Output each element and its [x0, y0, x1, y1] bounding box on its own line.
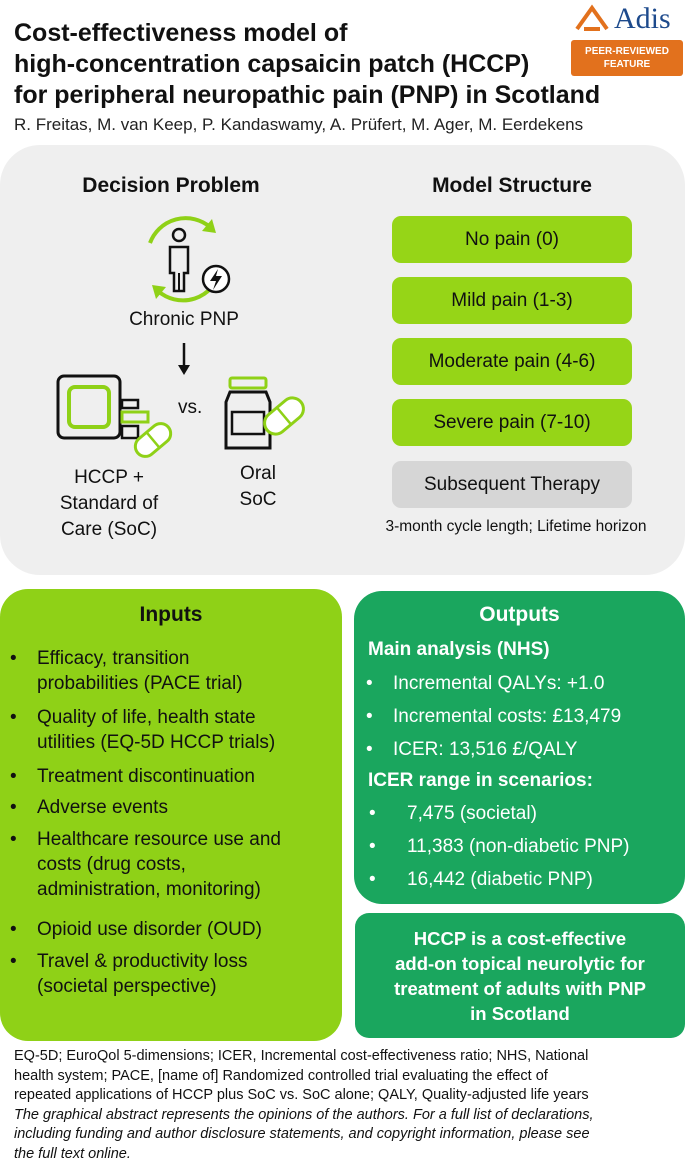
bullet-icon: • — [369, 869, 376, 890]
icer-range-item-text: 16,442 (diabetic PNP) — [407, 869, 593, 890]
input-item — [10, 764, 337, 789]
input-item-line: Healthcare resource use and — [37, 829, 281, 850]
option-hccp-label — [44, 465, 174, 543]
input-item-line: probabilities (PACE trial) — [37, 673, 243, 694]
option-hccp-line: Care (SoC) — [60, 519, 158, 540]
inputs-heading: Inputs — [139, 603, 203, 626]
icer-range-heading: ICER range in scenarios: — [368, 770, 593, 791]
adis-logo-icon — [574, 4, 610, 32]
page-title — [14, 18, 604, 111]
input-item — [10, 827, 337, 902]
option-oral-line: Oral — [240, 463, 276, 484]
bullet-icon: • — [10, 648, 17, 669]
decision-problem-heading: Decision Problem — [82, 174, 260, 197]
state-subsequent-therapy: Subsequent Therapy — [392, 461, 632, 508]
main-analysis-item — [366, 704, 622, 729]
option-hccp-line: HCCP + — [74, 467, 144, 488]
state-severe-pain: Severe pain (7-10) — [392, 399, 632, 446]
icer-range-item-text: 7,475 (societal) — [407, 803, 537, 824]
main-analysis-item — [366, 671, 605, 696]
model-note: 3-month cycle length; Lifetime horizon — [385, 518, 647, 535]
conclusion-line: in Scotland — [470, 1002, 570, 1024]
main-analysis-item-text: Incremental costs: £13,479 — [393, 706, 622, 727]
title-line-2: high-concentration capsaicin patch (HCCP) — [14, 50, 530, 78]
option-oral-line: SoC — [239, 489, 277, 510]
bullet-icon: • — [10, 951, 17, 972]
icer-range-item — [369, 867, 593, 892]
input-item-line: utilities (EQ-5D HCCP trials) — [37, 732, 276, 753]
abbreviations-line: repeated applications of HCCP plus SoC vs. SoC alone; QALY, Quality-adjusted life years — [14, 1087, 589, 1103]
patch-pill-icon — [56, 372, 176, 460]
patient-cycle-icon — [130, 213, 240, 303]
footer — [14, 1047, 682, 1164]
input-item-line: Adverse events — [37, 797, 168, 818]
input-item — [10, 795, 337, 820]
vs-label: vs. — [178, 397, 203, 418]
bullet-icon: • — [10, 919, 17, 940]
publisher-name: Adis — [614, 2, 671, 35]
bullet-icon: • — [10, 797, 17, 818]
input-item-line: Travel & productivity loss — [37, 951, 248, 972]
condition-label: Chronic PNP — [129, 309, 239, 330]
bullet-icon: • — [366, 706, 373, 727]
conclusion-box — [355, 913, 685, 1038]
main-analysis-item-text: Incremental QALYs: +1.0 — [393, 673, 605, 694]
input-item — [10, 646, 337, 696]
bullet-icon: • — [10, 707, 17, 728]
badge-line-2: FEATURE — [603, 59, 651, 70]
input-item-line: costs (drug costs, — [37, 854, 186, 875]
bullet-icon: • — [10, 766, 17, 787]
title-line-1: Cost-effectiveness model of — [14, 19, 348, 47]
input-item-line: Efficacy, transition — [37, 648, 190, 669]
state-no-pain: No pain (0) — [392, 216, 632, 263]
pill-bottle-icon — [222, 372, 312, 456]
authors: R. Freitas, M. van Keep, P. Kandaswamy, A. Prüfert, M. Ager, M. Eerdekens — [14, 115, 584, 134]
bullet-icon: • — [369, 803, 376, 824]
input-item-line: Quality of life, health state — [37, 707, 256, 728]
input-item — [10, 917, 337, 942]
state-moderate-pain: Moderate pain (4-6) — [392, 338, 632, 385]
icer-range-item — [369, 801, 537, 826]
title-line-3: for peripheral neuropathic pain (PNP) in Scotland — [14, 81, 601, 109]
input-item-line: Opioid use disorder (OUD) — [37, 919, 262, 940]
model-structure-heading: Model Structure — [432, 174, 592, 197]
disclaimer-line: including funding and author disclosure statements, and copyright information, please see — [14, 1126, 590, 1142]
disclaimer-line: The graphical abstract represents the opinions of the authors. For a full list of declarations, — [14, 1106, 594, 1123]
peer-reviewed-badge — [571, 40, 683, 76]
input-item-line: (societal perspective) — [37, 976, 217, 997]
conclusion-text — [394, 926, 646, 1026]
option-hccp-line: Standard of — [59, 493, 159, 514]
disclaimer-line: the full text online. — [14, 1145, 131, 1162]
option-oral-soc-label — [222, 461, 294, 513]
main-analysis-heading: Main analysis (NHS) — [368, 639, 550, 660]
conclusion-line: HCCP is a cost-effective — [413, 927, 627, 949]
conclusion-line: add-on topical neurolytic for — [395, 952, 645, 974]
bullet-icon: • — [366, 673, 373, 694]
bullet-icon: • — [369, 836, 376, 857]
bullet-icon: • — [366, 739, 373, 760]
main-analysis-item-text: ICER: 13,516 £/QALY — [393, 739, 578, 760]
input-item-line: Treatment discontinuation — [37, 766, 255, 787]
outputs-heading: Outputs — [479, 603, 560, 626]
bullet-icon: • — [10, 829, 17, 850]
conclusion-line: treatment of adults with PNP — [394, 977, 646, 999]
main-analysis-item — [366, 737, 578, 762]
input-item-line: administration, monitoring) — [37, 879, 261, 900]
icer-range-item — [369, 834, 630, 859]
input-item — [10, 949, 337, 999]
input-item — [10, 705, 337, 755]
state-mild-pain: Mild pain (1-3) — [392, 277, 632, 324]
badge-line-1: PEER-REVIEWED — [585, 46, 669, 57]
icer-range-item-text: 11,383 (non-diabetic PNP) — [407, 836, 630, 857]
arrow-down-icon — [174, 341, 194, 377]
abbreviations-line: health system; PACE, [name of] Randomized controlled trial evaluating the effect of — [14, 1067, 548, 1084]
abbreviations-line: EQ-5D; EuroQol 5-dimensions; ICER, Incremental cost-effectiveness ratio; NHS, National — [14, 1048, 589, 1064]
